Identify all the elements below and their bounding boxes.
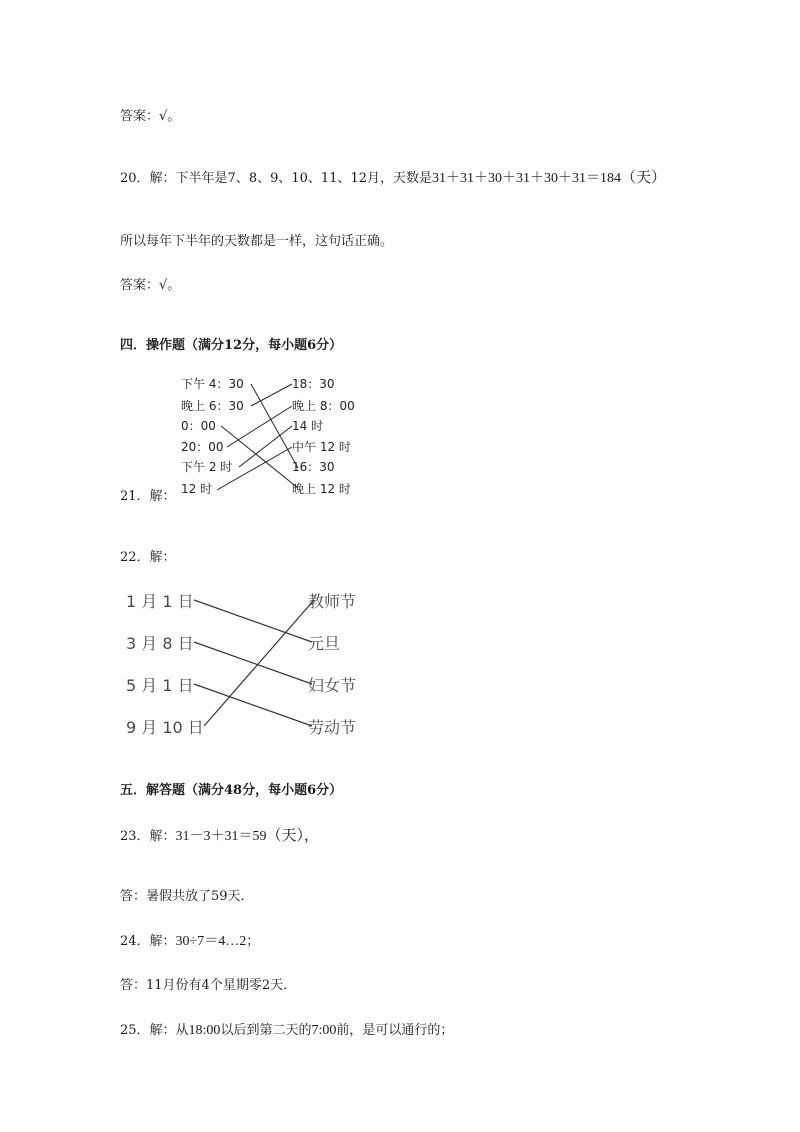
- q22-right-2: 元旦: [308, 634, 341, 653]
- q20-conclusion: 所以每年下半年的天数都是一样，这句话正确。: [120, 234, 394, 249]
- q25-mid-text: 以后到第二天的: [220, 1023, 312, 1038]
- answer-23: 答：暑假共放了59天．: [120, 889, 254, 904]
- q21-label: 21．解：: [120, 489, 176, 504]
- section-4-heading: 四．操作题（满分12分，每小题6分）: [120, 338, 343, 353]
- q22-left-2: 3 月 8 日: [126, 634, 194, 653]
- q23-label: 23．解：: [120, 829, 176, 844]
- q20-unit: （天）: [620, 168, 666, 186]
- q22-line-1: [194, 600, 312, 642]
- q22-matching-diagram: [120, 584, 380, 744]
- q21-right-3: 14 时: [292, 419, 324, 433]
- q24-equation: 30÷7＝4…2: [175, 934, 247, 949]
- q21-right-2: 晚上 8：00: [292, 399, 355, 413]
- q22-right-1: 教师节: [308, 592, 357, 611]
- q24-label: 24．解：: [120, 934, 176, 949]
- q21-right-1: 18：30: [292, 377, 335, 391]
- q21-right-6: 晚上 12 时: [292, 482, 351, 496]
- answer-19: 答案：√。: [120, 109, 181, 124]
- q21-left-4: 20：00: [181, 440, 224, 454]
- q25-label: 25．解：从: [120, 1023, 189, 1038]
- q21-left-1: 下午 4：30: [181, 377, 244, 391]
- q23-unit: （天），: [266, 826, 320, 844]
- q22-line-3: [194, 684, 312, 726]
- q22-label: 22．解：: [120, 550, 176, 565]
- q22-left-1: 1 月 1 日: [126, 592, 194, 611]
- q22-line-2: [194, 642, 312, 684]
- q25-time-1: 18:00: [188, 1023, 221, 1038]
- question-24: [120, 930, 259, 950]
- q21-left-5: 下午 2 时: [181, 460, 233, 474]
- q25-time-2: 7:00: [311, 1023, 337, 1038]
- q21-left-6: 12 时: [181, 482, 213, 496]
- q21-svg: [175, 370, 375, 502]
- question-25: [120, 1019, 453, 1039]
- q24-suffix: ；: [246, 934, 260, 949]
- q21-left-2: 晚上 6：30: [181, 399, 244, 413]
- q22-left-4: 9 月 10 日: [126, 718, 204, 737]
- q22-right-3: 妇女节: [308, 676, 357, 695]
- question-23: [120, 824, 319, 845]
- q20-text: 20．解：下半年是7、8、9、10、11、12月，天数是: [120, 171, 432, 186]
- q21-right-5: 16：30: [292, 460, 335, 474]
- q23-equation: 31－3＋31＝59: [175, 829, 267, 844]
- q20-equation: 31＋31＋30＋31＋30＋31＝184: [431, 171, 621, 186]
- section-5-heading: 五．解答题（满分48分，每小题6分）: [120, 783, 343, 798]
- question-20: [120, 166, 666, 187]
- q22-left-3: 5 月 1 日: [126, 676, 194, 695]
- q21-right-4: 中午 12 时: [292, 440, 351, 454]
- q22-svg: [120, 584, 380, 744]
- q21-matching-diagram: [175, 370, 375, 502]
- answer-20: 答案：√。: [120, 278, 181, 293]
- q21-left-3: 0：00: [181, 419, 216, 433]
- q22-right-4: 劳动节: [308, 718, 357, 737]
- q21-line-3: [221, 426, 298, 488]
- answer-24: 答：11月份有4个星期零2天．: [120, 978, 297, 993]
- q25-suffix: 前，是可以通行的；: [336, 1023, 454, 1038]
